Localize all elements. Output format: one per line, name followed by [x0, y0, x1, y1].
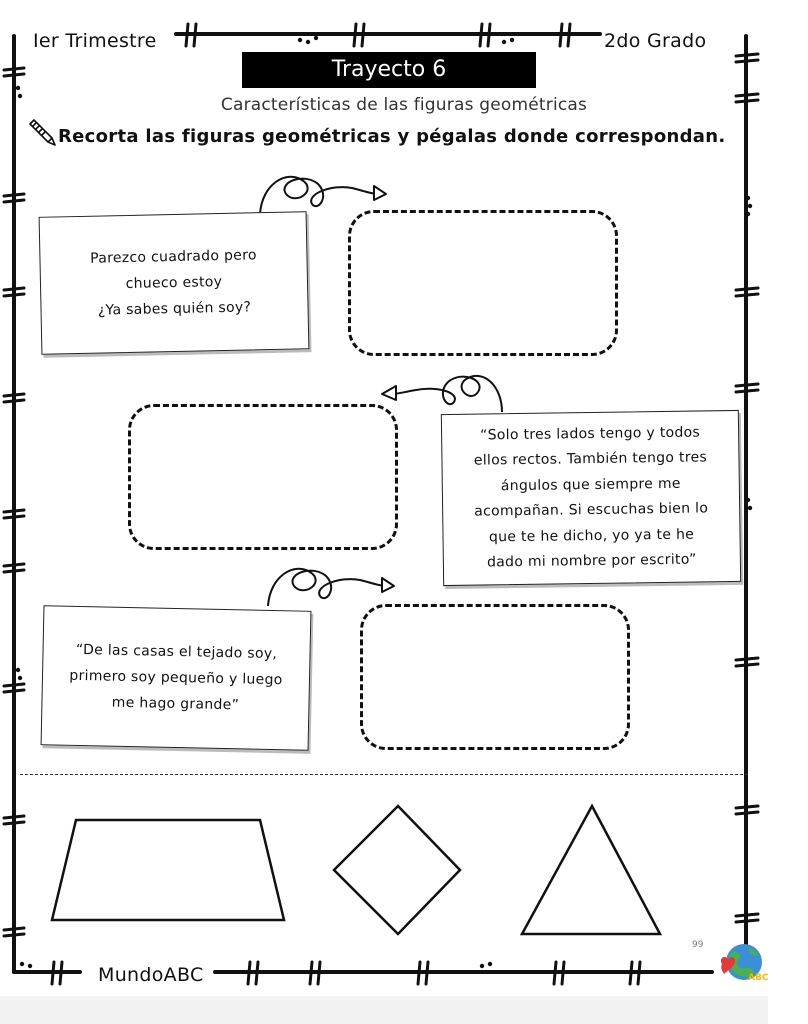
pencil-icon — [26, 116, 58, 148]
page-subtitle: Características de las figuras geométricas — [220, 95, 588, 115]
brand-label: MundoABC — [98, 964, 204, 986]
riddle-line: acompañan. Si escuchas bien lo — [474, 500, 709, 520]
paste-slot[interactable] — [360, 604, 630, 750]
trapezoid-cutout[interactable] — [52, 820, 284, 920]
triangle-cutout[interactable] — [522, 806, 660, 934]
grade-label: 2do Grado — [604, 30, 707, 52]
riddle-line: que te he dicho, yo ya te he — [488, 526, 695, 545]
riddle-card-rhombus — [39, 211, 310, 355]
riddle-line: “De las casas el tejado soy, — [75, 641, 278, 663]
loop-arrow-right-icon — [264, 558, 398, 610]
instruction-text: Recorta las figuras geométricas y pégalas donde correspondan. — [58, 126, 726, 147]
bottom-strip — [0, 996, 768, 1024]
cutout-shapes — [0, 790, 768, 950]
riddle-line: chueco estoy — [125, 273, 223, 293]
paste-slot[interactable] — [348, 210, 618, 356]
riddle-card-trapezoid — [41, 605, 312, 751]
mundoabc-logo-icon — [712, 940, 769, 984]
riddle-line: dado mi nombre por escrito” — [486, 551, 697, 571]
term-label: Ier Trimestre — [33, 30, 157, 52]
rhombus-cutout[interactable] — [334, 806, 460, 934]
riddle-line: ellos rectos. También tengo tres — [473, 449, 708, 469]
loop-arrow-left-icon — [378, 364, 508, 414]
svg-text:ABC: ABC — [748, 973, 769, 983]
riddle-line: me hago grande” — [111, 694, 240, 714]
riddle-line: primero soy pequeño y luego — [69, 667, 283, 689]
cut-line — [20, 774, 748, 775]
riddle-line: ¿Ya sabes quién soy? — [97, 299, 252, 319]
paste-slot[interactable] — [128, 404, 398, 550]
riddle-card-triangle — [441, 410, 741, 586]
riddle-line: “Solo tres lados tengo y todos — [479, 423, 701, 444]
page-number: 99 — [692, 940, 704, 950]
riddle-line: ángulos que siempre me — [500, 475, 681, 494]
page-title: Trayecto 6 — [242, 52, 536, 88]
riddle-line: Parezco cuadrado pero — [89, 247, 257, 267]
